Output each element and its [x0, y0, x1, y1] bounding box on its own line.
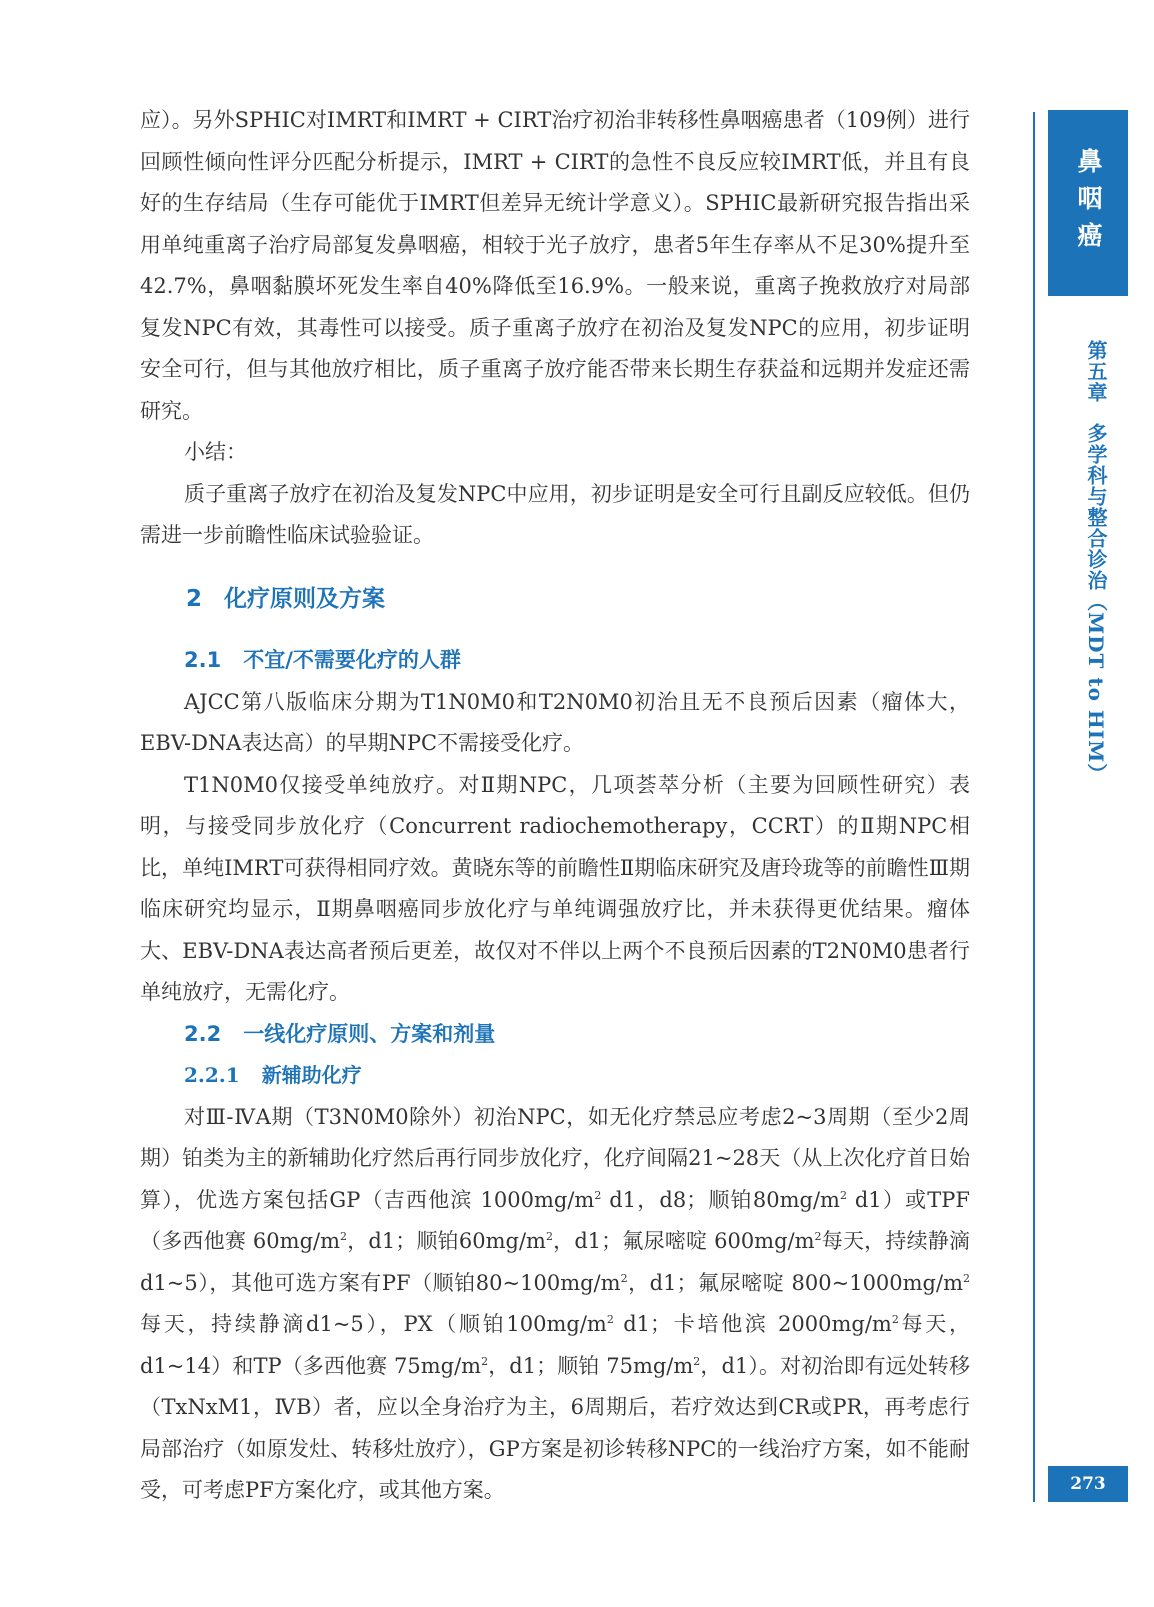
section-heading-2 — [140, 579, 970, 621]
chapter-heading-vertical — [1074, 340, 1118, 784]
section-title: 化疗原则及方案 — [224, 585, 386, 612]
section-title: 不宜/不需要化疗的人群 — [243, 648, 461, 672]
page-number: 273 — [1048, 1466, 1128, 1502]
section-number: 2.2.1 — [184, 1063, 240, 1087]
section-heading-2-2-1 — [140, 1055, 970, 1097]
paragraph-neoadjuvant: 对Ⅲ-ⅣA期（T3N0M0除外）初治NPC，如无化疗禁忌应考虑2~3周期（至少2周期）铂类为主的新辅助化疗然后再行同步放化疗，化疗间隔21~28天（从上次化疗首日始算），优选方案包括GP（吉西他滨 $1000mg/m^2$ d1，d8；顺铂$80mg/m^2$ d1）或TPF（多西他赛 $60mg/m^2$，d1；顺铂$60mg/m^2$，d1；氟尿嘧啶 $600mg/m^2$每天，持续静滴d1~5），其他可选方案有PF（顺铂$80\sim 100mg/m^2$，d1；氟尿嘧啶 $800\sim 1000mg/m^2$每天，持续静滴d1~5），PX（顺铂$100mg/m^2$ d1；卡培他滨 $2000mg/m^2$每天，d1~14）和TP（多西他赛 $75mg/m^2$，d1；顺铂 $75mg/m^2$，d1）。对初治即有远处转移（TxNxM1，ⅣB）者，应以全身治疗为主，6周期后，若疗效达到CR或PR，再考虑行局部治疗（如原发灶、转移灶放疗），GP方案是初诊转移NPC的一线治疗方案，如不能耐受，可考虑PF方案化疗，或其他方案。 — [140, 1104, 971, 1502]
chapter-number: 第五章 — [1084, 340, 1108, 403]
section-title: 新辅助化疗 — [261, 1063, 362, 1087]
paragraph-early-npc: AJCC第八版临床分期为T1N0M0和T2N0M0初治且无不良预后因素（瘤体大，EBV-DNA表达高）的早期NPC不需接受化疗。 — [140, 689, 970, 755]
section-heading-2-2 — [140, 1014, 970, 1056]
chapter-tab — [1048, 110, 1128, 296]
chapter-title: 多学科与整合诊治（MDT to HIM） — [1084, 423, 1108, 785]
section-number: 2.1 — [184, 648, 222, 672]
summary-label: 小结： — [184, 440, 247, 464]
section-heading-2-1 — [140, 640, 970, 682]
body-text — [140, 100, 970, 1512]
sidebar-rule — [1033, 112, 1035, 1502]
section-title: 一线化疗原则、方案和剂量 — [243, 1021, 496, 1046]
section-number: 2.2 — [184, 1021, 222, 1046]
section-number: 2 — [186, 585, 203, 612]
summary-paragraph: 质子重离子放疗在初治及复发NPC中应用，初步证明是安全可行且副反应较低。但仍需进一步前瞻性临床试验验证。 — [140, 481, 970, 547]
tab-label: 鼻咽癌 — [1074, 147, 1103, 259]
paragraph-stage-ii: T1N0M0仅接受单纯放疗。对Ⅱ期NPC，几项荟萃分析（主要为回顾性研究）表明，与接受同步放化疗（Concurrent radiochemotherapy，CCRT）的Ⅱ期NPC相比，单纯IMRT可获得相同疗效。黄晓东等的前瞻性Ⅱ期临床研究及唐玲珑等的前瞻性Ⅲ期临床研究均显示，Ⅱ期鼻咽癌同步放化疗与单纯调强放疗比，并未获得更优结果。瘤体大、EBV-DNA表达高者预后更差，故仅对不伴以上两个不良预后因素的T2N0M0患者行单纯放疗，无需化疗。 — [140, 772, 970, 1004]
paragraph-sphic: 应）。另外SPHIC对IMRT和IMRT + CIRT治疗初治非转移性鼻咽癌患者（109例）进行回顾性倾向性评分匹配分析提示，IMRT + CIRT的急性不良反应较IMRT低，并且有良好的生存结局（生存可能优于IMRT但差异无统计学意义）。SPHIC最新研究报告指出采用单纯重离子治疗局部复发鼻咽癌，相较于光子放疗，患者5年生存率从不足30%提升至42.7%，鼻咽黏膜坏死发生率自40%降低至16.9%。一般来说，重离子挽救放疗对局部复发NPC有效，其毒性可以接受。质子重离子放疗在初治及复发NPC的应用，初步证明安全可行，但与其他放疗相比，质子重离子放疗能否带来长期生存获益和远期并发症还需研究。 — [140, 108, 970, 423]
